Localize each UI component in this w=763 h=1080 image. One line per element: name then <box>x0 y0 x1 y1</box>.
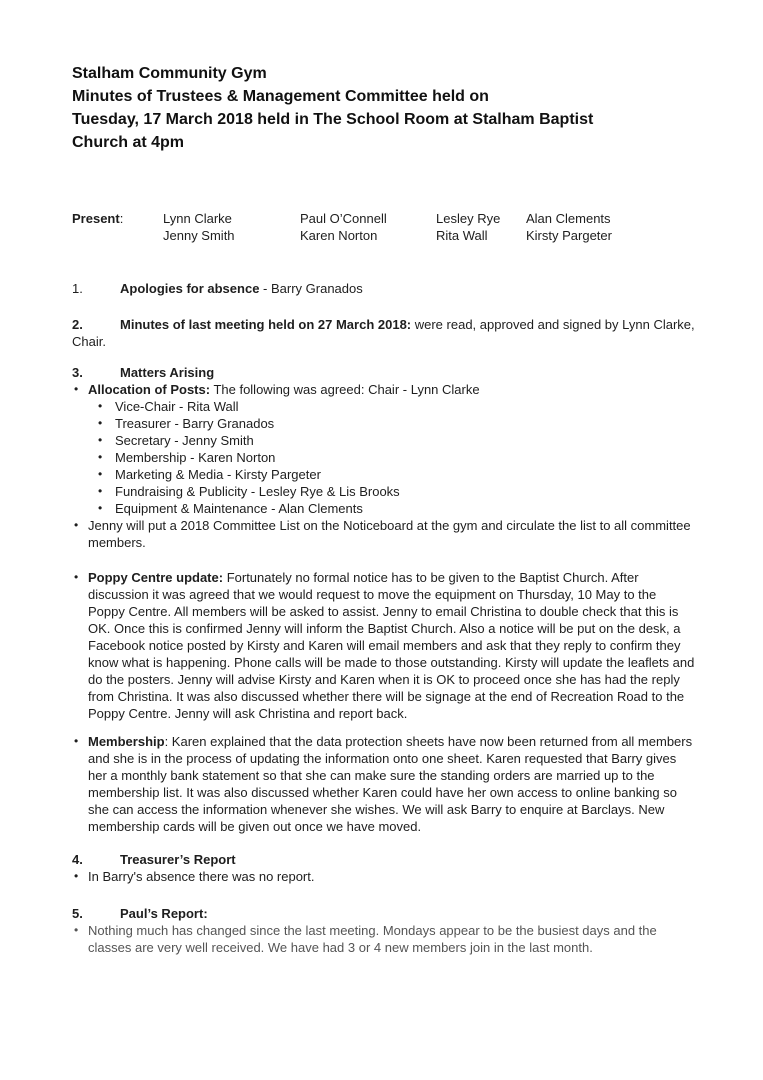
bullet-icon: • <box>74 869 79 883</box>
section-heading: Minutes of last meeting held on 27 March 2018: <box>120 317 412 332</box>
section-text: - Barry Granados <box>259 281 363 296</box>
present-attendees-block <box>72 210 695 244</box>
list-item-rest: Fortunately no formal notice has to be given to the Baptist Church. After discussion it was agreed that we would request to move the equipment on Thursday, 10 May to the Poppy Centre. All members will be asked to assist. Jenny to email Christina to double check that this is OK. Once this is confirmed Jenny will inform the Baptist Church. Also a notice will be put on the desk, a Facebook notice posted by Kirsty and Karen will email members and ask that they reply to confirm they know what is happening. Phone calls will be made to those outstanding. Kirsty will update the leaflets and do the posters. Jenny will advise Kirsty and Karen when it is OK to proceed once she has had the reply from Christina. It was also discussed whether there will be signage at the end of Recreation Road to the Poppy Centre. Jenny will ask Christina and report back. <box>88 570 695 721</box>
present-column-2 <box>300 210 436 244</box>
bullet-icon: • <box>98 450 103 464</box>
list-item-text <box>88 733 695 835</box>
present-label-text: Present <box>72 211 120 226</box>
document-title <box>72 0 695 154</box>
title-line-3: Tuesday, 17 March 2018 held in The School Room at Stalham Baptist <box>72 111 594 128</box>
post-item-treasurer <box>72 415 695 432</box>
list-item-lead: Membership <box>88 734 165 749</box>
list-item-text <box>88 569 695 722</box>
bullet-icon: • <box>98 416 103 430</box>
attendee-name: Karen Norton <box>300 228 378 243</box>
present-column-4 <box>526 210 695 244</box>
list-item-text: Fundraising & Publicity - Lesley Rye & Lis Brooks <box>115 484 400 499</box>
attendee-name: Lynn Clarke <box>163 211 232 226</box>
attendee-name: Kirsty Pargeter <box>526 228 612 243</box>
section-heading: Matters Arising <box>120 365 215 380</box>
title-line-4: Church at 4pm <box>72 134 185 151</box>
section-number: 3. <box>72 365 83 380</box>
present-column-1 <box>163 210 300 244</box>
section-2-last-minutes <box>72 316 695 350</box>
bullet-icon: • <box>98 399 103 413</box>
present-label <box>72 210 163 244</box>
present-column-3 <box>436 210 526 244</box>
bullet-icon: • <box>74 382 79 396</box>
attendee-name: Rita Wall <box>436 228 488 243</box>
section-number: 2. <box>72 317 83 332</box>
post-item-fundraising <box>72 483 695 500</box>
attendee-name: Jenny Smith <box>163 228 235 243</box>
list-item-lead: Poppy Centre update: <box>88 570 224 585</box>
post-item-secretary <box>72 432 695 449</box>
section-4-treasurers-report-heading <box>72 851 695 868</box>
section-5-pauls-report-heading <box>72 905 695 922</box>
list-item-text: Equipment & Maintenance - Alan Clements <box>115 501 363 516</box>
attendee-name: Alan Clements <box>526 211 611 226</box>
title-line-1: Stalham Community Gym <box>72 65 267 82</box>
allocation-of-posts-item <box>72 381 695 398</box>
section-1-apologies <box>72 280 695 297</box>
bullet-icon: • <box>74 518 79 532</box>
attendee-name: Paul O’Connell <box>300 211 387 226</box>
bullet-icon: • <box>74 734 79 748</box>
list-item-text: Vice-Chair - Rita Wall <box>115 399 239 414</box>
list-item-lead: Allocation of Posts: <box>88 382 211 397</box>
section-heading: Treasurer’s Report <box>120 852 236 867</box>
bullet-icon: • <box>98 484 103 498</box>
bullet-icon: • <box>74 570 79 584</box>
post-item-vice-chair <box>72 398 695 415</box>
section-number: 5. <box>72 906 83 921</box>
present-label-colon: : <box>119 211 124 226</box>
section-heading: Apologies for absence <box>120 281 260 296</box>
attendee-name: Lesley Rye <box>436 211 501 226</box>
title-line-2: Minutes of Trustees & Management Committee held on <box>72 88 489 105</box>
list-item-text: Treasurer - Barry Granados <box>115 416 275 431</box>
list-item-text: Nothing much has changed since the last meeting. Mondays appear to be the busiest days and the classes are very well received. We have had 3 or 4 new members join in the last month. <box>88 923 657 955</box>
list-item-rest: The following was agreed: Chair - Lynn Clarke <box>210 382 480 397</box>
document-content <box>72 0 695 956</box>
section-text: were read, approved and signed by Lynn Clarke, Chair. <box>72 317 695 349</box>
list-item-text: In Barry's absence there was no report. <box>88 869 315 884</box>
section-number: 4. <box>72 852 83 867</box>
post-item-membership <box>72 449 695 466</box>
bullet-icon: • <box>74 923 79 937</box>
list-item-text: Membership - Karen Norton <box>115 450 276 465</box>
bullet-icon: • <box>98 433 103 447</box>
pauls-report-item <box>72 922 695 956</box>
list-item-text: Jenny will put a 2018 Committee List on the Noticeboard at the gym and circulate the list to all committee members. <box>88 518 691 550</box>
membership-item <box>72 733 695 835</box>
committee-list-item <box>72 517 695 551</box>
list-item-rest: : Karen explained that the data protection sheets have now been returned from all members and she is in the process of updating the information onto one sheet. Karen requested that Barry gives her a monthly bank statement so that she can make sure the standing orders are married up to the membership list. It was also discussed whether Karen could have her own access to online banking so she can access the information whenever she wishes. We will ask Barry to enquire at Barclays. New membership cards will be given out once we have moved. <box>88 734 693 834</box>
list-item-text <box>88 381 695 398</box>
treasurers-report-item <box>72 868 695 885</box>
post-item-marketing <box>72 466 695 483</box>
post-item-equipment <box>72 500 695 517</box>
section-number: 1. <box>72 281 83 296</box>
section-heading: Paul’s Report: <box>120 906 208 921</box>
poppy-centre-update-item <box>72 569 695 722</box>
list-item-text: Secretary - Jenny Smith <box>115 433 254 448</box>
bullet-icon: • <box>98 501 103 515</box>
section-3-matters-arising-heading <box>72 364 695 381</box>
list-item-text: Marketing & Media - Kirsty Pargeter <box>115 467 321 482</box>
bullet-icon: • <box>98 467 103 481</box>
